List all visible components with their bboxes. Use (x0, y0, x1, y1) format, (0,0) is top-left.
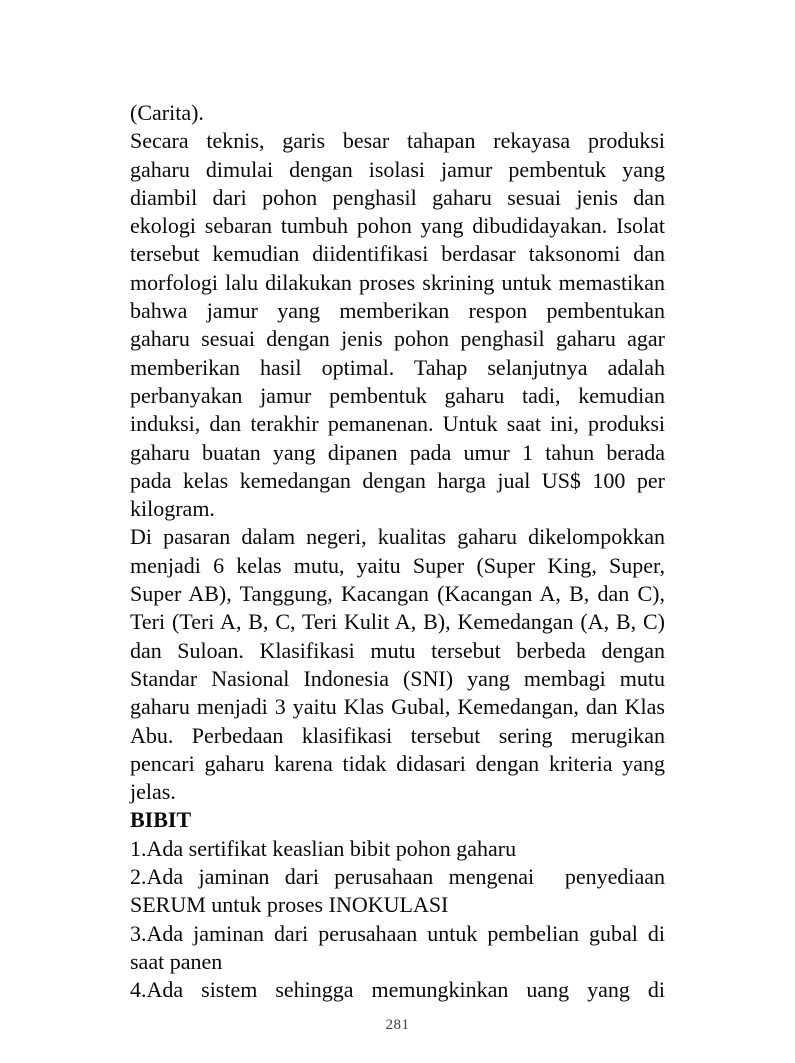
text-line: Abu. Perbedaan klasifikasi tersebut sering merugikan (130, 722, 665, 748)
text-line: induksi, dan terakhir pemanenan. Untuk saat ini, produksi (130, 411, 665, 437)
text-line: SERUM untuk proses INOKULASI (130, 892, 449, 918)
text-line: 1.Ada sertifikat keaslian bibit pohon gaharu (130, 835, 517, 861)
text-line: saat panen (130, 948, 223, 974)
text-line: kilogram. (130, 496, 215, 522)
carita-fragment (130, 99, 665, 127)
paragraph-rekayasa-produksi (130, 127, 665, 523)
text-line: memberikan hasil optimal. Tahap selanjutnya adalah (130, 354, 665, 380)
text-line: gaharu dimulai dengan isolasi jamur pembentuk yang (130, 156, 665, 182)
bibit-item-3 (130, 920, 665, 977)
text-line: dan Suloan. Klasifikasi mutu tersebut berbeda dengan (130, 637, 665, 663)
text-line: gaharu buatan yang dipanen pada umur 1 tahun berada (130, 439, 665, 465)
text-line: diambil dari pohon penghasil gaharu sesuai jenis dan (130, 184, 665, 210)
bibit-item-2 (130, 863, 665, 920)
text-line: jelas. (130, 779, 176, 805)
text-line: pada kelas kemedangan dengan harga jual US$ 100 per (130, 467, 665, 493)
text-line: perbanyakan jamur pembentuk gaharu tadi, kemudian (130, 382, 665, 408)
text-line: Super AB), Tanggung, Kacangan (Kacangan A, B, dan C), (130, 581, 665, 607)
paragraph-kualitas-gaharu (130, 523, 665, 806)
text-line: Teri (Teri A, B, C, Teri Kulit A, B), Kemedangan (A, B, C) (130, 609, 665, 635)
text-line: menjadi 6 kelas mutu, yaitu Super (Super King, Super, (130, 552, 665, 578)
text-line: 3.Ada jaminan dari perusahaan untuk pembelian gubal di (130, 920, 665, 946)
text-line: 4.Ada sistem sehingga memungkinkan uang yang di (130, 977, 665, 1003)
text-line: Di pasaran dalam negeri, kualitas gaharu dikelompokkan (130, 524, 665, 550)
text-line: ekologi sebaran tumbuh pohon yang dibudidayakan. Isolat (130, 213, 665, 239)
text-line: pencari gaharu karena tidak didasari dengan kriteria yang (130, 750, 665, 776)
text-line: morfologi lalu dilakukan proses skrining untuk memastikan (130, 269, 665, 295)
bibit-item-1 (130, 835, 665, 863)
text-line: (Carita). (130, 100, 204, 125)
text-line: Standar Nasional Indonesia (SNI) yang membagi mutu (130, 665, 665, 691)
text-body (130, 99, 665, 1005)
text-line: gaharu sesuai dengan jenis pohon penghasil gaharu agar (130, 326, 665, 352)
text-line: gaharu menjadi 3 yaitu Klas Gubal, Kemedangan, dan Klas (130, 694, 665, 720)
text-line: Secara teknis, garis besar tahapan rekayasa produksi (130, 128, 665, 154)
text-line: tersebut kemudian diidentifikasi berdasar taksonomi dan (130, 241, 665, 267)
text-line: BIBIT (130, 807, 192, 833)
page-number: 281 (385, 1017, 410, 1033)
bibit-heading (130, 806, 665, 834)
bibit-item-4 (130, 976, 665, 1004)
text-line: bahwa jamur yang memberikan respon pembentukan (130, 298, 665, 324)
text-line: 2.Ada jaminan dari perusahaan mengenai penyediaan (130, 864, 665, 890)
